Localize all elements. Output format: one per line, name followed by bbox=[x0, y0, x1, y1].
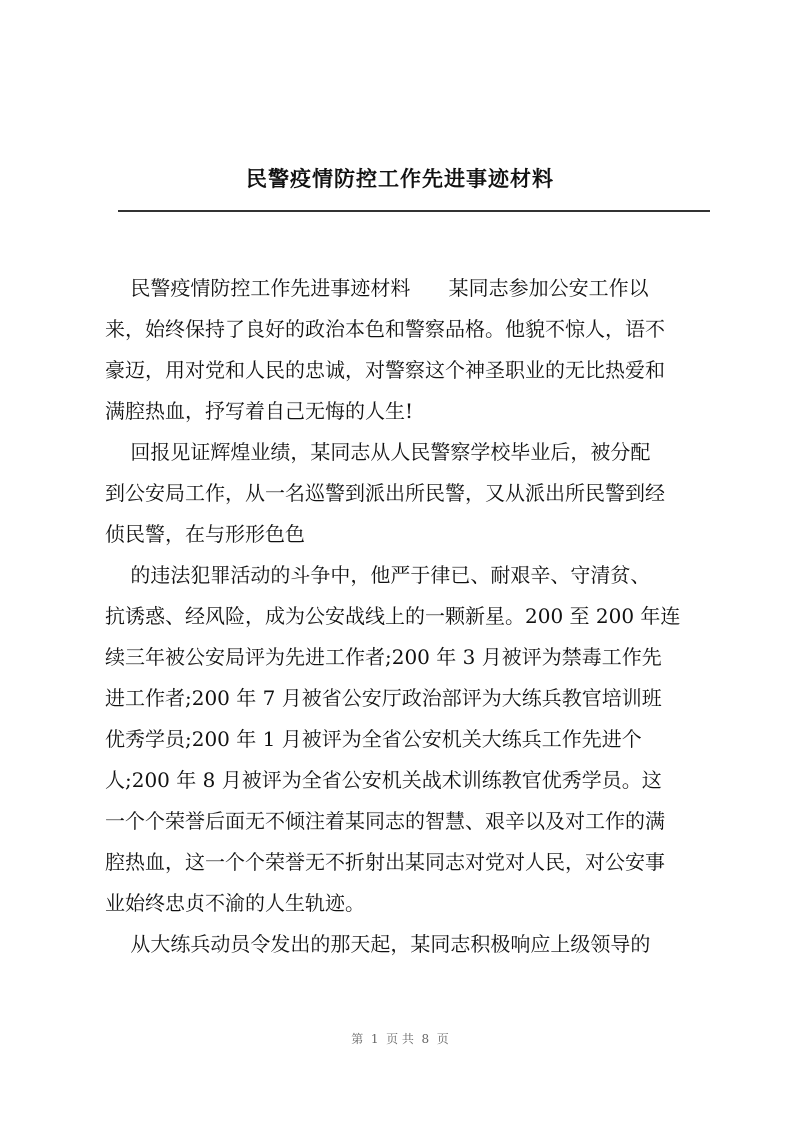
paragraph-3: 的违法犯罪活动的斗争中，他严于律已、耐艰辛、守清贫、 抗诱惑、经风险，成为公安战线上的一颗新星。200 至 200 年连 续三年被公安局评为先进工作者;200 年 3 月被评为禁毒工作先 进工作者;200 年 7 月被省公安厅政治部评为大练兵教官培训班 优秀学员;200 年 1 月被评为全省公安机关大练兵工作先进个 人;200 年 8 月被评为全省公安机关战术训练教官优秀学员。这 一个个荣誉后面无不倾注着某同志的智慧、艰辛以及对工作的满 腔热血，这一个个荣誉无不折射出某同志对党对人民，对公安事 业始终忠贞不渝的人生轨迹。 bbox=[105, 563, 681, 915]
paragraph-2: 回报见证辉煌业绩，某同志从人民警察学校毕业后，被分配 到公安局工作，从一名巡警到派出所民警，又从派出所民警到经 侦民警，在与形形色色 bbox=[105, 440, 665, 546]
paragraph-1: 民警疫情防控工作先进事迹材料 某同志参加公安工作以 来，始终保持了良好的政治本色和警察品格。他貌不惊人，语不 豪迈，用对党和人民的忠诚，对警察这个神圣职业的无比热爱和 满腔热血，抒写着自己无悔的人生! bbox=[105, 276, 665, 423]
page-footer: 第 1 页 共 8 页 bbox=[351, 1032, 449, 1046]
document-title: 民警疫情防控工作先进事迹材料 bbox=[246, 167, 554, 191]
title-underline bbox=[118, 210, 710, 212]
paragraph-4: 从大练兵动员令发出的那天起，某同志积极响应上级领导的 bbox=[105, 932, 651, 956]
